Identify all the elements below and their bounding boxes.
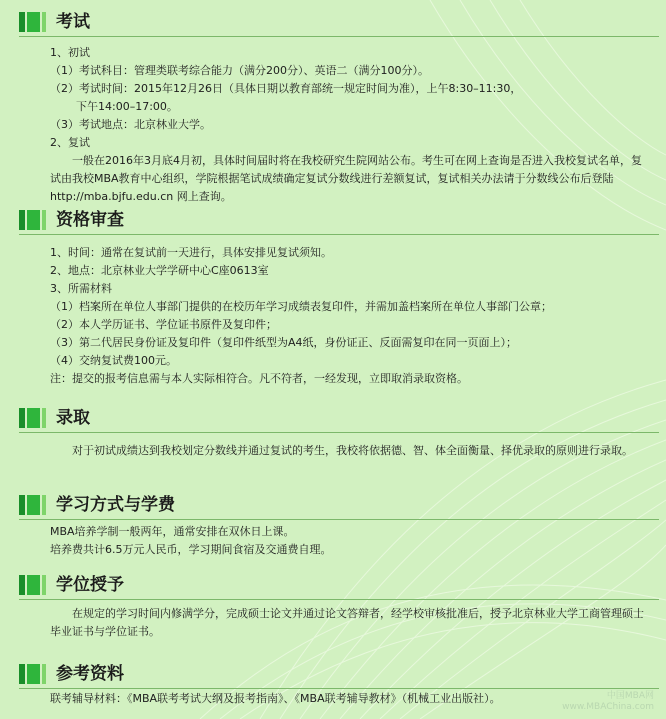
section-heading (0, 662, 666, 688)
section-admission (0, 406, 666, 460)
text-line: 联考辅导材料：《MBA联考考试大纲及报考指南》、《MBA联考辅导教材》（机械工业出版社）。 (50, 692, 501, 705)
text-line: （1）考试科目：管理类联考综合能力（满分200分）、英语二（满分100分）。 (50, 64, 429, 77)
text-line: 2、复试 (50, 136, 90, 149)
section-body (0, 523, 666, 559)
section-heading (0, 10, 666, 36)
text-line: 1、初试 (50, 46, 90, 59)
watermark-line: 中国MBA网 (606, 691, 654, 701)
heading-marker-icon (19, 210, 25, 230)
text-line: 培养费共计6.5万元人民币，学习期间食宿及交通费自理。 (50, 543, 332, 556)
section-exam (0, 10, 666, 206)
section-title: 学习方式与学费 (56, 495, 175, 515)
watermark (562, 691, 654, 713)
section-title: 考试 (56, 12, 90, 32)
text-line: 1、时间：通常在复试前一天进行，具体安排见复试须知。 (50, 246, 332, 259)
paragraph: 一般在2016年3月底4月初，具体时间届时将在我校研究生院网站公布。考生可在网上查询是否进入我校复试名单，复试由我校MBA教育中心组织，学院根据笔试成绩确定复试分数线进行差额复试，复试相关办法请于分数线公布后登陆http://mba.bjfu.edu.cn 网上查询。 (50, 154, 642, 203)
heading-marker-icon (19, 575, 25, 595)
section-heading (0, 573, 666, 599)
divider (19, 599, 659, 600)
section-heading (0, 493, 666, 519)
text-line: （1）档案所在单位人事部门提供的在校历年学习成绩表复印件，并需加盖档案所在单位人事部门公章； (50, 300, 552, 313)
section-study (0, 493, 666, 559)
text-line: （3）考试地点：北京林业大学。 (50, 118, 211, 131)
text-line: （4）交纳复试费100元。 (50, 354, 177, 367)
heading-marker-icon (19, 495, 25, 515)
section-heading (0, 208, 666, 234)
divider (19, 234, 659, 235)
text-line: （3）第二代居民身份证及复印件（复印件纸型为A4纸，身份证正、反面需复印在同一页面上）； (50, 336, 518, 349)
text-line: 2、地点：北京林业大学学研中心C座0613室 (50, 264, 269, 277)
section-heading (0, 406, 666, 432)
section-body (0, 442, 666, 460)
divider (19, 36, 659, 37)
divider (19, 519, 659, 520)
paragraph: 在规定的学习时间内修满学分，完成硕士论文并通过论文答辩者，经学校审核批准后，授予北京林业大学工商管理硕士毕业证书与学位证书。 (50, 607, 644, 638)
divider (19, 432, 659, 433)
heading-marker-icon (19, 408, 25, 428)
section-body (0, 244, 666, 388)
section-body (0, 605, 666, 641)
divider (19, 688, 659, 689)
section-body (0, 44, 666, 206)
text-line: 注：提交的报考信息需与本人实际相符合。凡不符者，一经发现，立即取消录取资格。 (50, 372, 468, 385)
text-line: （2）本人学历证书、学位证书原件及复印件； (50, 318, 277, 331)
text-line: （2）考试时间：2015年12月26日（具体日期以教育部统一规定时间为准），上午8:30–11:30， (50, 82, 522, 95)
heading-marker-icon (19, 664, 25, 684)
section-title: 参考资料 (56, 664, 124, 684)
section-degree (0, 573, 666, 641)
paragraph: 对于初试成绩达到我校划定分数线并通过复试的考生，我校将依据德、智、体全面衡量、择优录取的原则进行录取。 (72, 444, 633, 457)
text-line: 下午14:00–17:00。 (76, 100, 178, 113)
watermark-line: www.MBAChina.com (562, 702, 654, 712)
text-line: MBA培养学制一般两年，通常安排在双休日上课。 (50, 525, 295, 538)
section-title: 学位授予 (56, 575, 124, 595)
heading-marker-icon (19, 12, 25, 32)
section-title: 资格审查 (56, 210, 124, 230)
section-qualification (0, 208, 666, 388)
text-line: 3、所需材料 (50, 282, 112, 295)
section-title: 录取 (56, 408, 90, 428)
